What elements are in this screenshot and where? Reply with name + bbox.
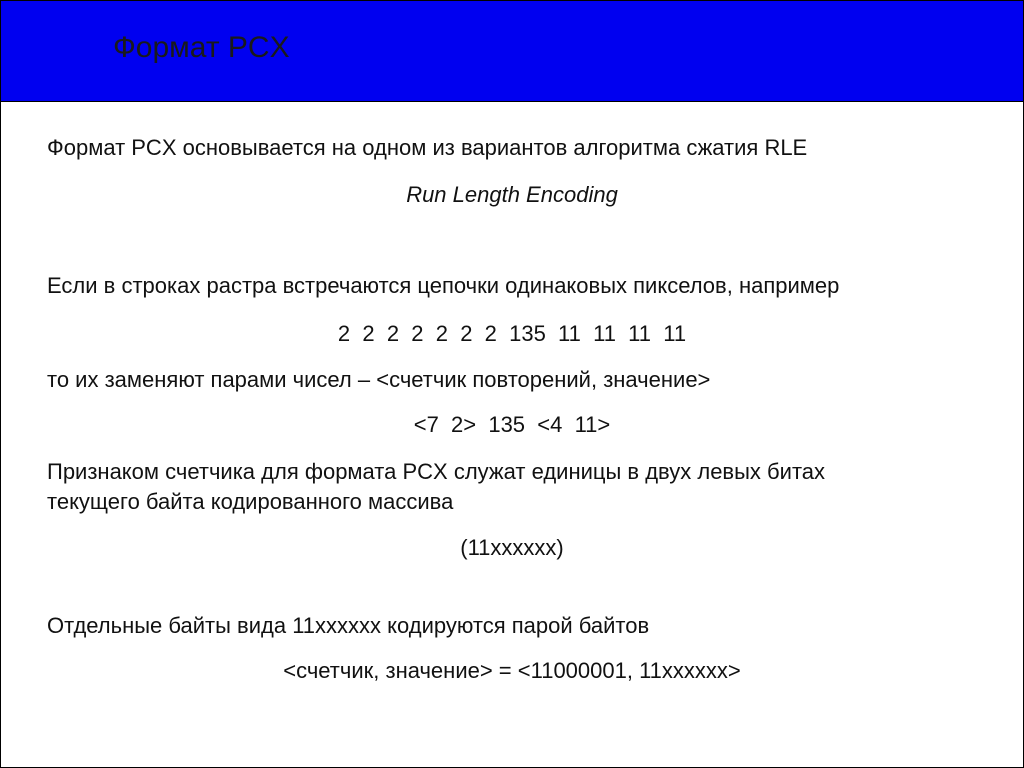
encoded-sequence-example: <7 2> 135 <4 11> (413, 412, 611, 437)
counter-flag-line-2: текущего байта кодированного массива (47, 489, 454, 514)
title-bar (1, 1, 1023, 102)
single-byte-line: Отдельные байты вида 11xxxxxx кодируются парой байтов (47, 613, 650, 638)
rle-expansion: Run Length Encoding (406, 182, 618, 207)
counter-flag-line-1: Признаком счетчика для формата PCX служат единицы в двух левых битах (47, 459, 826, 484)
replacement-line: то их заменяют парами чисел – <счетчик повторений, значение> (47, 367, 711, 392)
intro-line: Формат PCX основывается на одном из вариантов алгоритма сжатия RLE (47, 135, 808, 160)
pixel-sequence-example: 2 2 2 2 2 2 2 135 11 11 11 11 (337, 321, 687, 346)
repeat-condition-line: Если в строках растра встречаются цепочки одинаковых пикселов, например (47, 273, 840, 298)
slide-title: Формат PCX (113, 31, 290, 64)
single-byte-encoding: <счетчик, значение> = <11000001, 11xxxxxx> (283, 658, 741, 683)
counter-bit-pattern: (11xxxxxx) (460, 535, 564, 560)
